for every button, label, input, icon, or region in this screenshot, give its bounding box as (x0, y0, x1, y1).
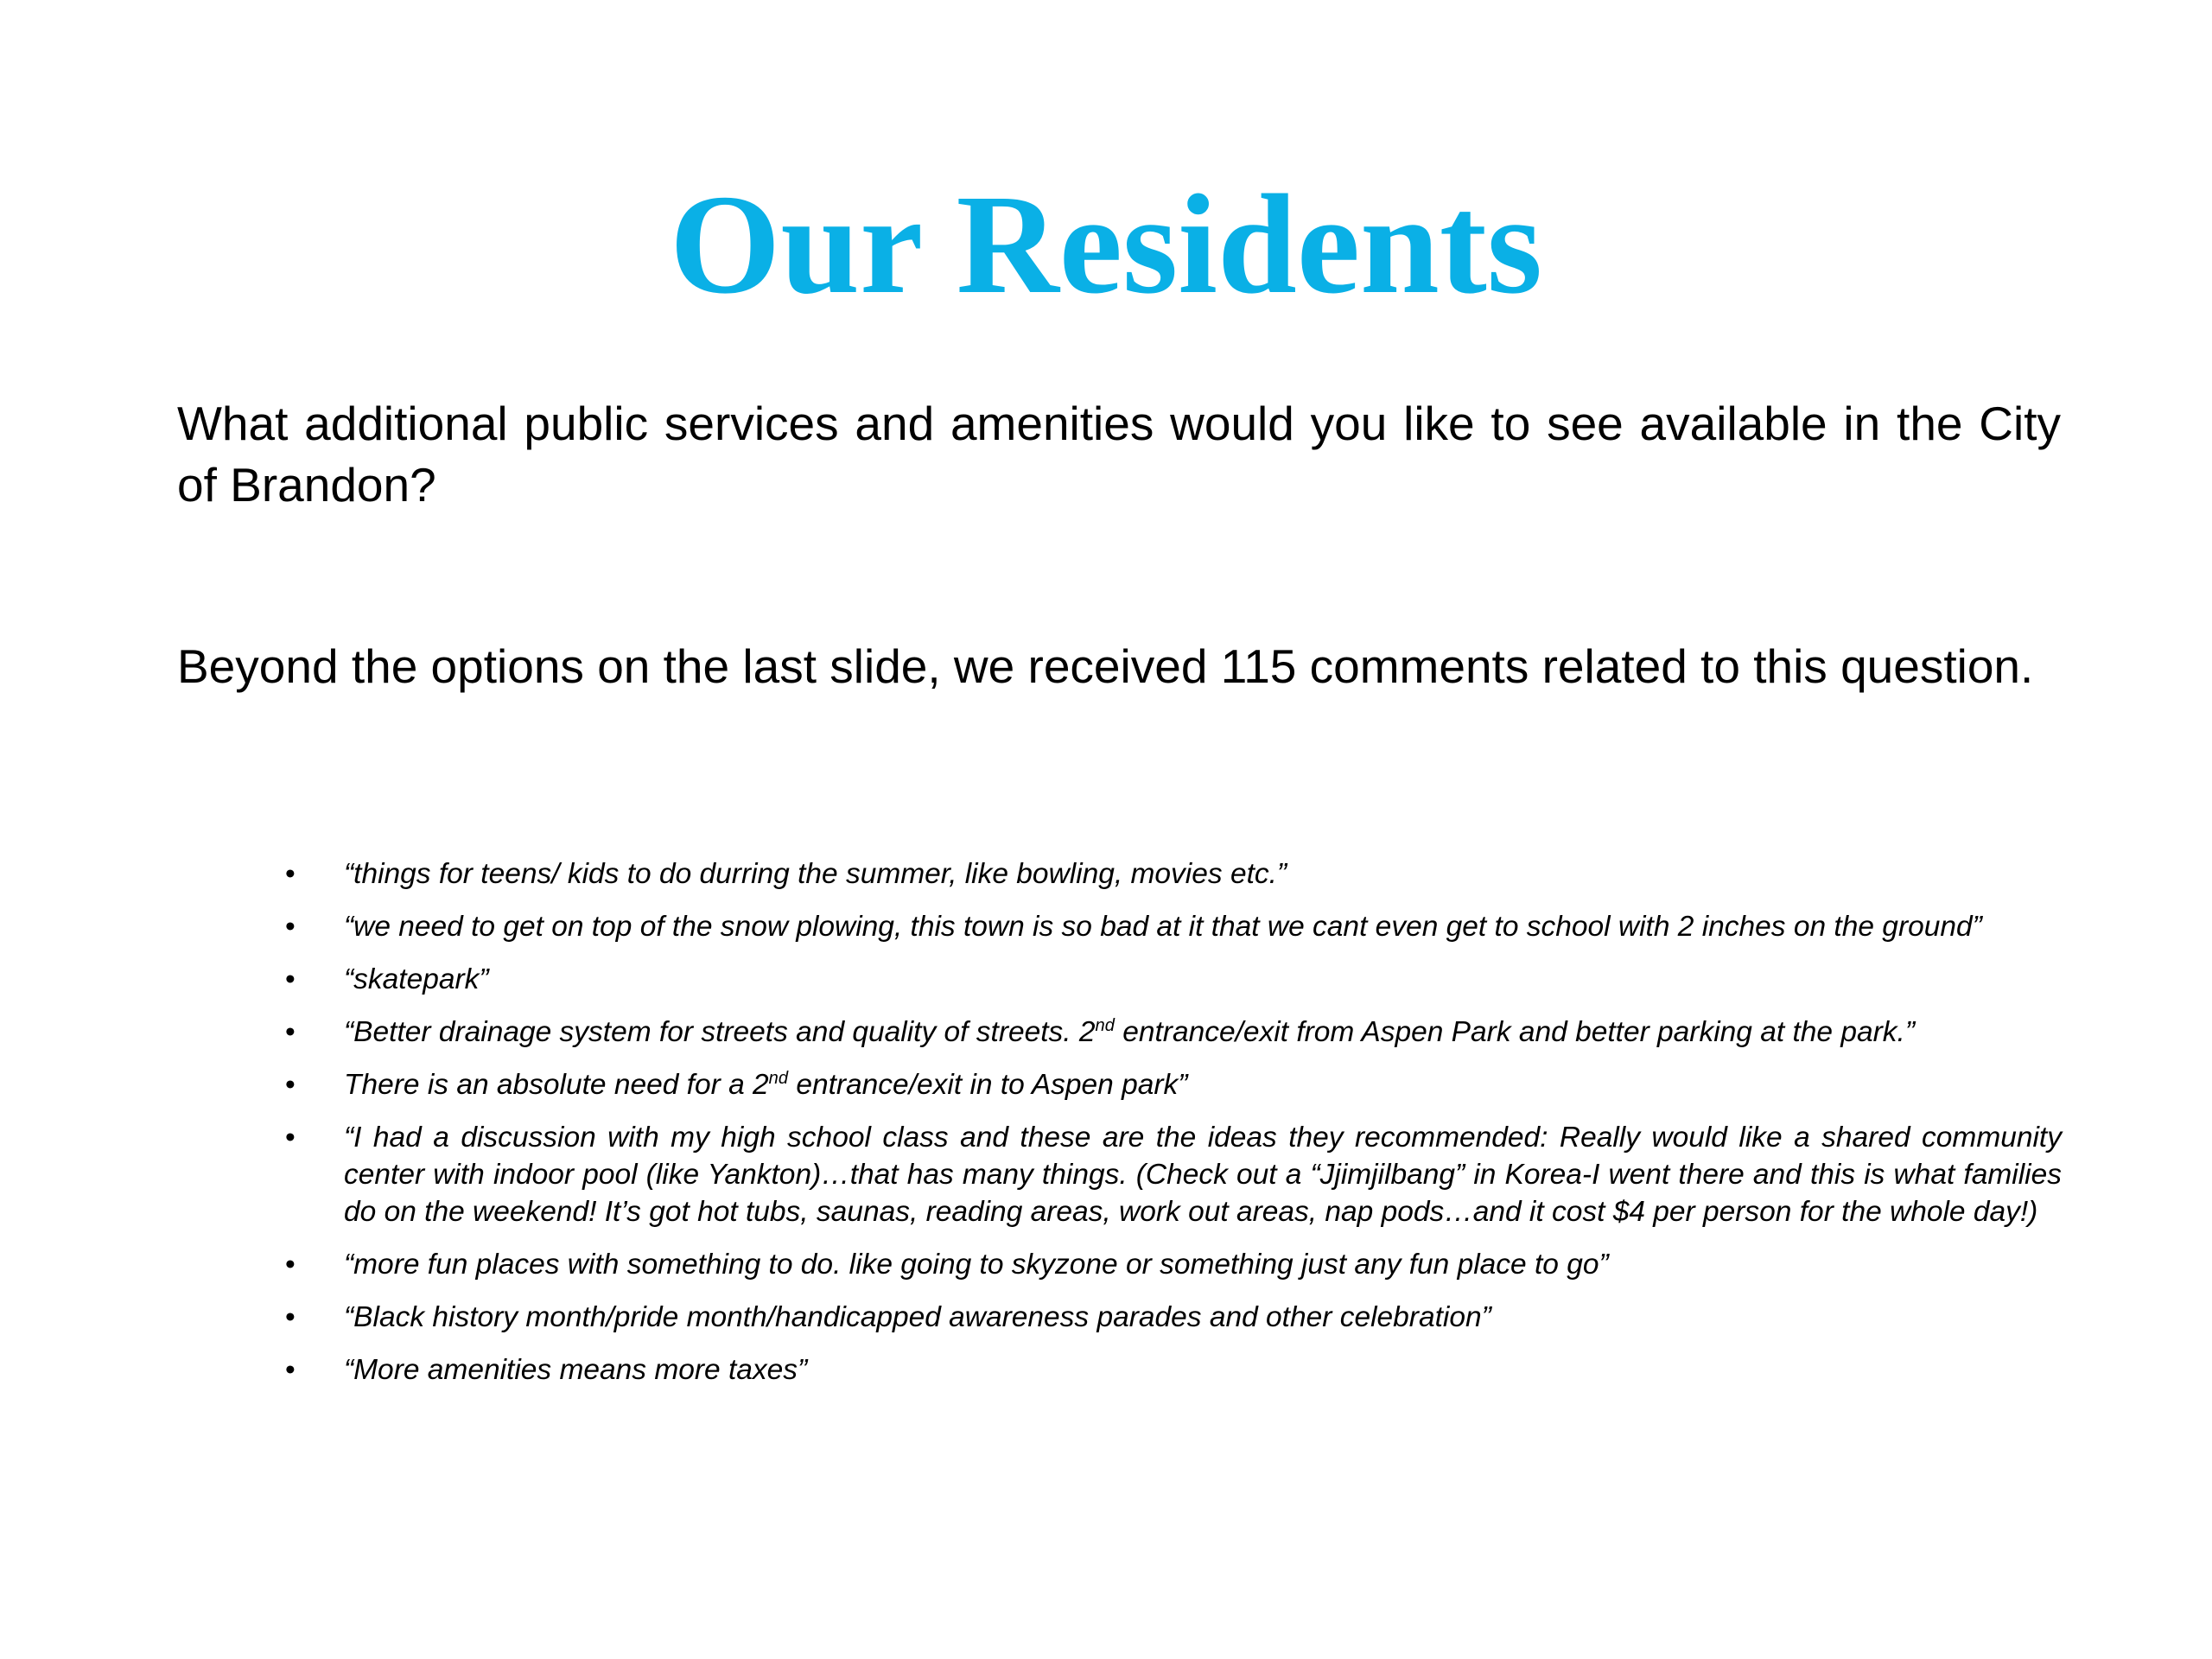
comment-item (285, 1351, 2062, 1389)
bullet-icon: • (285, 1016, 296, 1048)
bullet-icon: • (285, 963, 296, 995)
comment-text: There is an absolute need for a 2 (344, 1069, 769, 1101)
comment-item (285, 1299, 2062, 1336)
comment-item (285, 1014, 2062, 1051)
comment-item (285, 1119, 2062, 1230)
comment-item (285, 1066, 2062, 1103)
ordinal-suffix: nd (1095, 1015, 1115, 1035)
comment-text: “things for teens/ kids to do durring the summer, like bowling, movies etc.” (344, 858, 1287, 890)
comment-text-continued: entrance/exit in to Aspen park” (788, 1069, 1188, 1101)
bullet-icon: • (285, 1354, 296, 1386)
ordinal-suffix: nd (768, 1068, 789, 1088)
comment-text: “we need to get on top of the snow plowing, this town is so bad at it that we cant even get to school with 2 inches on the ground” (344, 911, 1982, 943)
comment-text: “Better drainage system for streets and quality of streets. 2 (344, 1016, 1096, 1048)
comment-item (285, 1246, 2062, 1283)
bullet-icon: • (285, 1249, 296, 1281)
comment-item (285, 908, 2062, 945)
comment-text: “skatepark” (344, 963, 489, 995)
bullet-icon: • (285, 858, 296, 890)
comment-list (285, 855, 2062, 1404)
comment-text: “Black history month/pride month/handicapped awareness parades and other celebration” (344, 1301, 1491, 1333)
bullet-icon: • (285, 911, 296, 943)
bullet-icon: • (285, 1122, 296, 1154)
comment-text: “I had a discussion with my high school class and these are the ideas they recommended: Really would like a shared community center with indoor pool (like Yankton)…that has many things. (Check out a “Jjimjilbang” in Korea-I went there and this is what families do on the weekend! It’s got hot tubs, saunas, reading areas, work out areas, nap pods…and it cost $4 per person for the whole day!) (344, 1122, 2062, 1228)
survey-question: What additional public services and amenities would you like to see available in the City of Brandon? (177, 397, 2061, 512)
comment-text: “more fun places with something to do. like going to skyzone or something just any fun place to go” (344, 1249, 1609, 1281)
comment-item (285, 961, 2062, 998)
comment-text: “More amenities means more taxes” (344, 1354, 808, 1386)
comment-summary: Beyond the options on the last slide, we received 115 comments related to this question. (177, 639, 2034, 693)
comment-text-continued: entrance/exit from Aspen Park and better parking at the park.” (1114, 1016, 1915, 1048)
bullet-icon: • (285, 1301, 296, 1333)
comment-item (285, 855, 2062, 893)
bullet-icon: • (285, 1069, 296, 1101)
slide-title: Our Residents (670, 165, 1542, 323)
